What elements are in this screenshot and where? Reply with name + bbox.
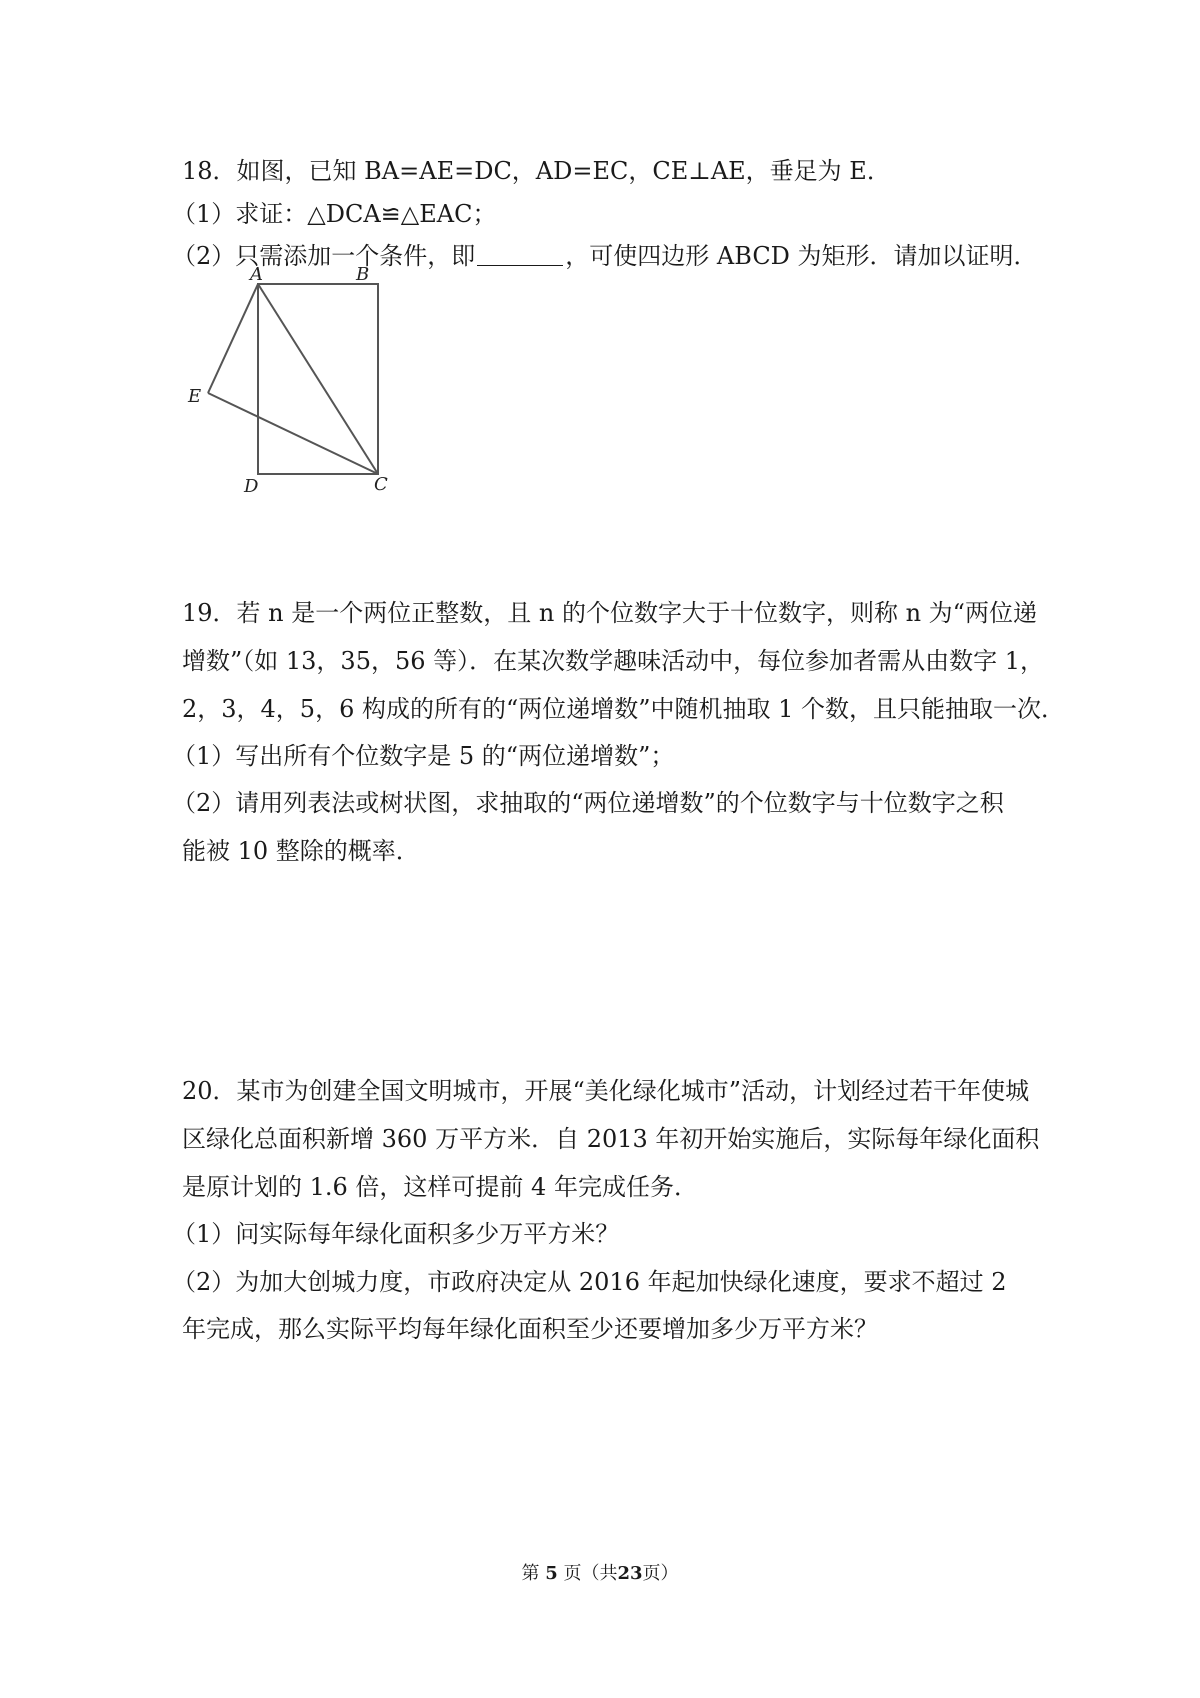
q19-line-4: （1）写出所有个位数字是 5 的“两位递增数”； [172, 742, 675, 770]
q19-line-5: （2）请用列表法或树状图，求抽取的“两位递增数”的个位数字与十位数字之积 [172, 789, 1004, 817]
footer-suffix: 页） [642, 1563, 679, 1584]
footer-middle: 页（共 [563, 1563, 618, 1584]
q20-line-1: 20．某市为创建全国文明城市，开展“美化绿化城市”活动，计划经过若干年使城 [182, 1077, 1030, 1105]
q20-line-2: 区绿化总面积新增 360 万平方米．自 2013 年初开始实施后，实际每年绿化面积 [182, 1125, 1040, 1153]
label-e: E [188, 386, 202, 407]
q18-stem: 18．如图，已知 BA=AE=DC，AD=EC，CE⊥AE，垂足为 E． [182, 157, 891, 185]
q18-part1: （1）求证：△DCA≌△EAC； [172, 200, 497, 228]
footer-total-pages: 23 [617, 1563, 643, 1584]
label-d: D [244, 476, 259, 497]
label-c: C [374, 474, 388, 495]
q20-line-6: 年完成，那么实际平均每年绿化面积至少还要增加多少万平方米？ [182, 1315, 878, 1343]
geometry-figure [178, 264, 418, 542]
q19-line-3: 2，3，4，5，6 构成的所有的“两位递增数”中随机抽取 1 个数，且只能抽取一次． [182, 695, 1066, 723]
q19-line-1: 19．若 n 是一个两位正整数，且 n 的个位数字大于十位数字，则称 n 为“两位递 [182, 599, 1037, 627]
footer-page-number: 5 [545, 1563, 558, 1584]
q19-line-6: 能被 10 整除的概率． [182, 837, 420, 865]
segment-ae [208, 284, 258, 393]
q20-line-4: （1）问实际每年绿化面积多少万平方米？ [172, 1220, 620, 1248]
label-a: A [250, 264, 263, 285]
label-b: B [356, 264, 370, 285]
q18-part2-after: ，可使四边形 ABCD 为矩形．请加以证明． [565, 242, 1038, 270]
q19-line-2: 增数”（如 13，35，56 等）．在某次数学趣味活动中，每位参加者需从由数字 1， [182, 647, 1045, 675]
q20-line-3: 是原计划的 1.6 倍，这样可提前 4 年完成任务． [182, 1173, 698, 1201]
page-footer [0, 1562, 1200, 1586]
q18-part2 [172, 240, 1038, 272]
answer-blank [477, 241, 563, 266]
q18-part2-before: （2）只需添加一个条件，即 [172, 242, 476, 270]
footer-prefix: 第 [521, 1563, 540, 1584]
q20-line-5: （2）为加大创城力度，市政府决定从 2016 年起加快绿化速度，要求不超过 2 [172, 1268, 1007, 1296]
figure-lines [208, 284, 378, 474]
